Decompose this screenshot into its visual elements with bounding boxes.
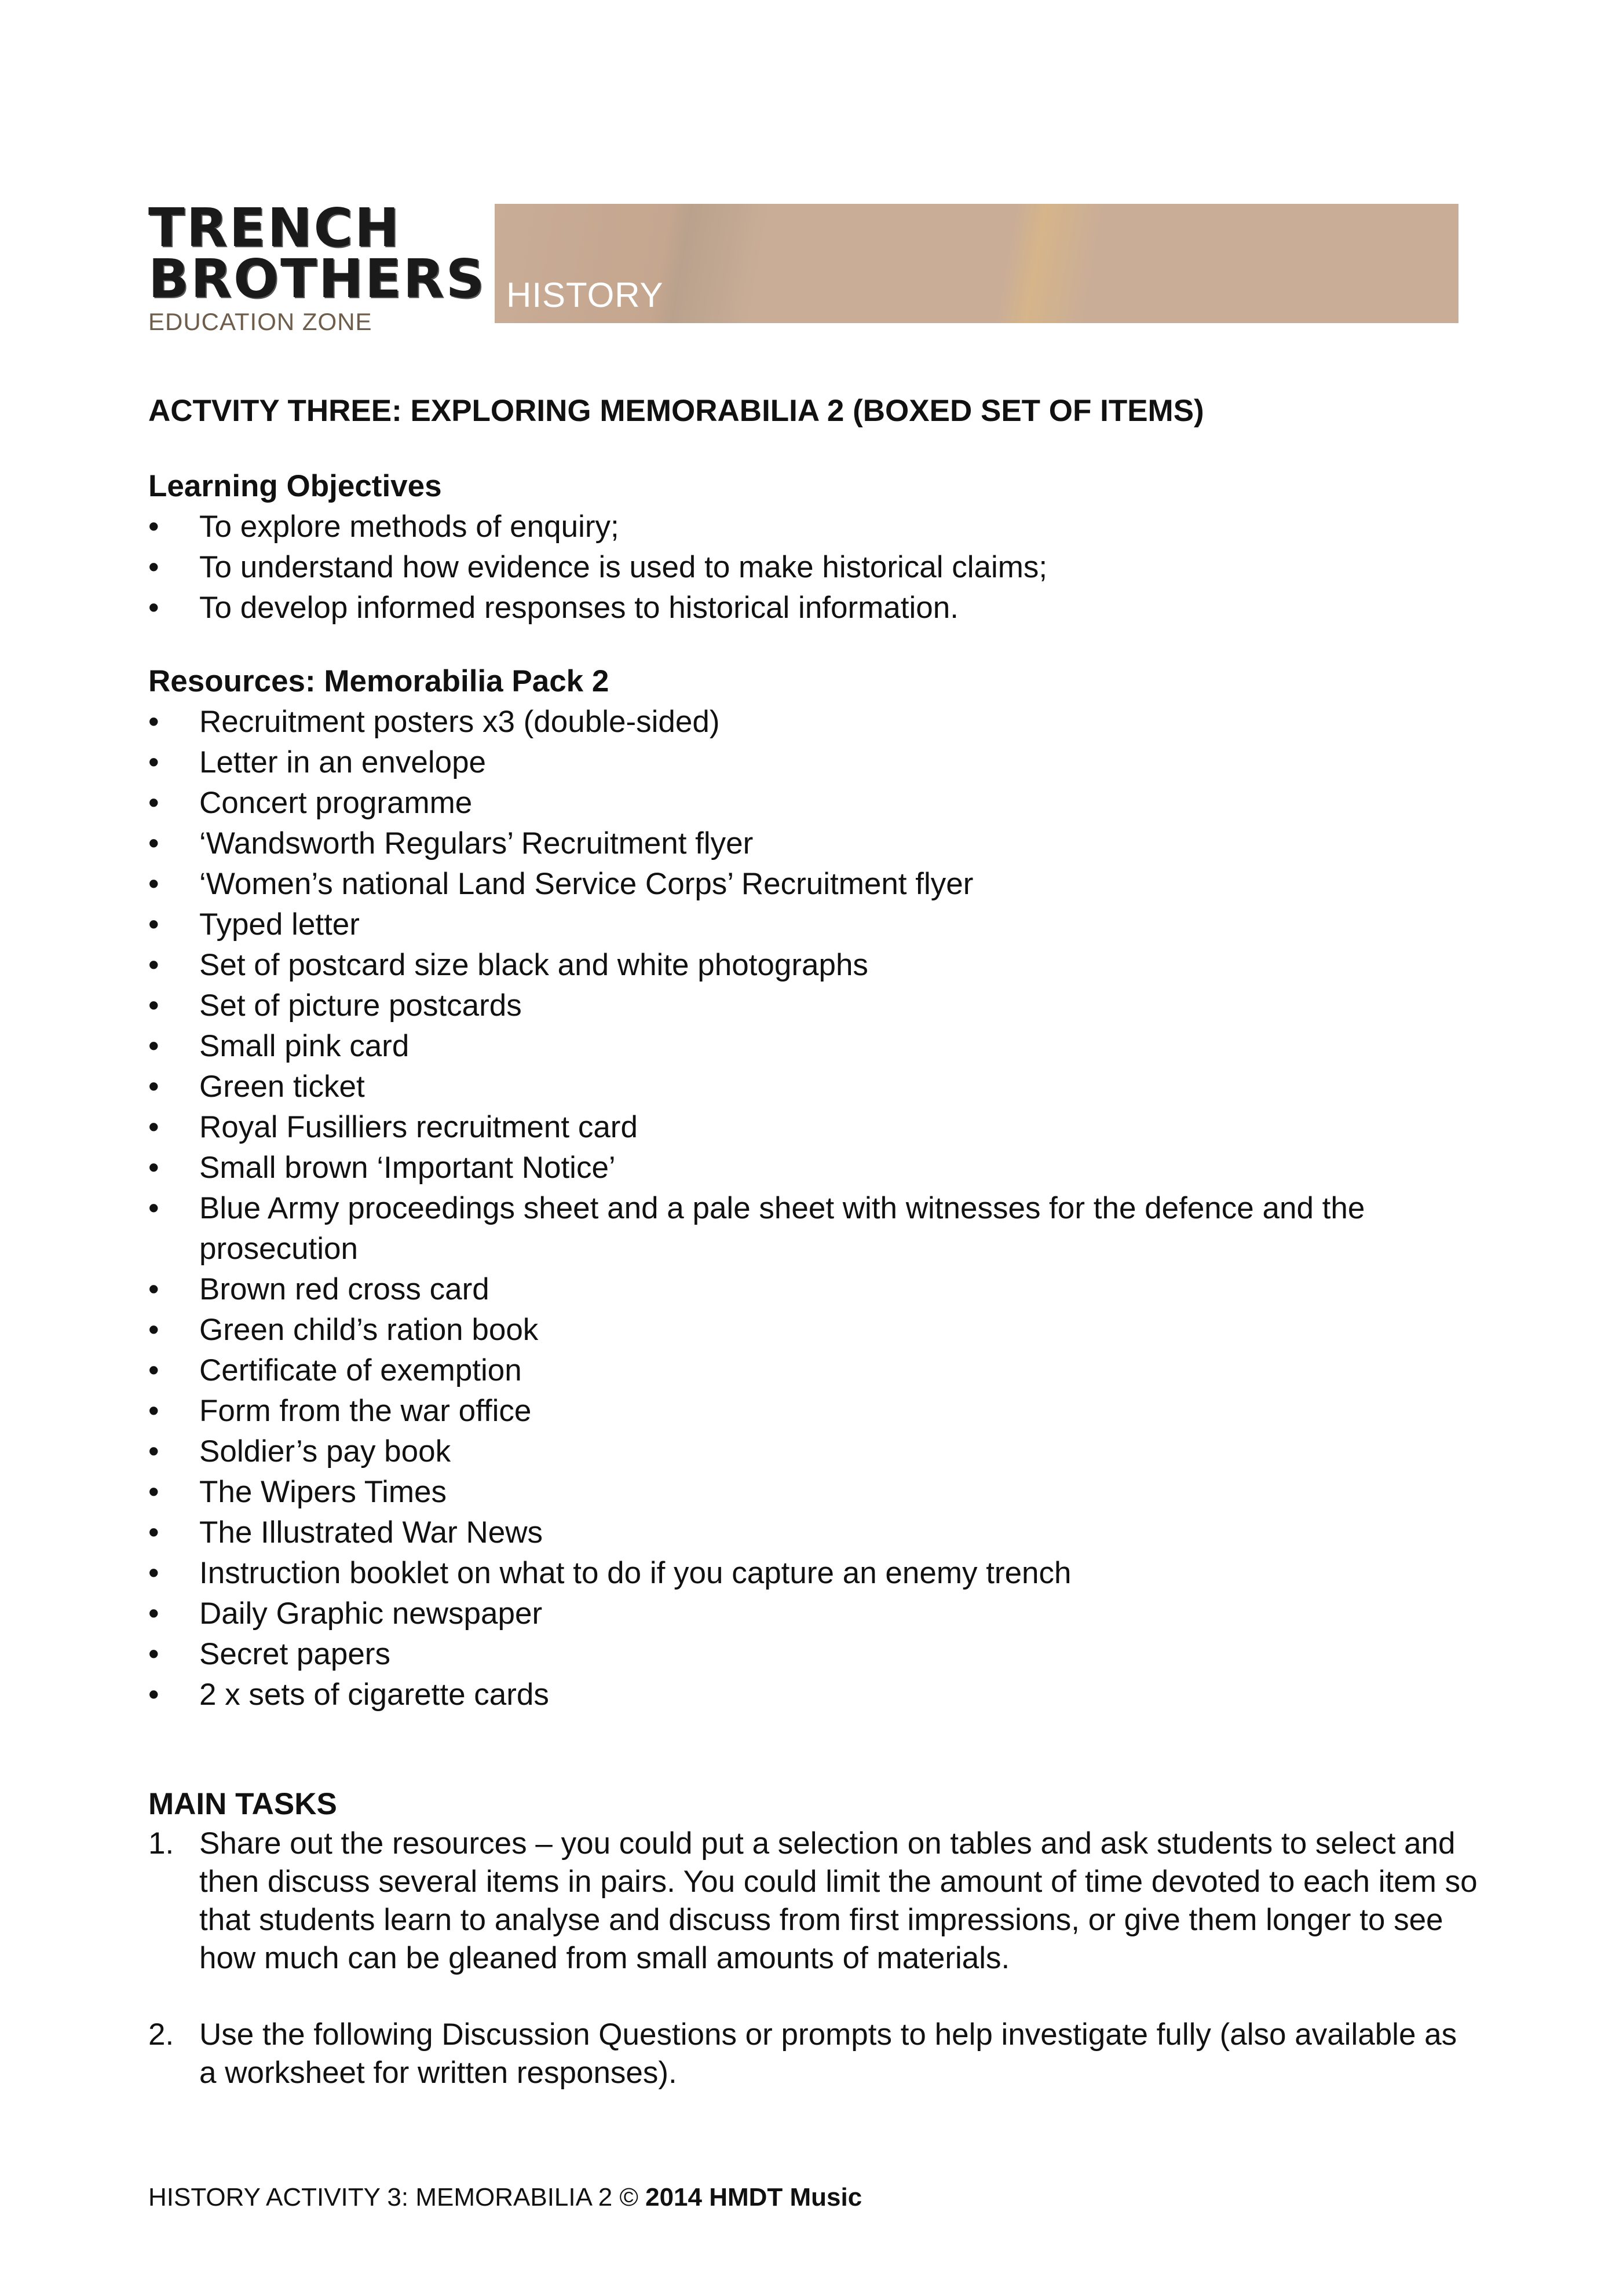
list-item: • Certificate of exemption xyxy=(148,1350,1481,1391)
task-text: Share out the resources – you could put a selection on tables and ask students to select and then discuss several items in pairs. You could limit the amount of time devoted to each item so that students learn to analyse and discuss from first impressions, or give them longer to see how much can be gleaned from small amounts of materials. xyxy=(199,1826,1478,1975)
list-item: • Green child’s ration book xyxy=(148,1310,1481,1350)
list-item: • Recruitment posters x3 (double-sided) xyxy=(148,702,1481,742)
learning-objectives-heading: Learning Objectives xyxy=(148,469,442,503)
list-item: • Letter in an envelope xyxy=(148,742,1481,783)
learning-objectives-list xyxy=(148,507,1481,628)
list-item: • Blue Army proceedings sheet and a pale sheet with witnesses for the defence and the prosecution xyxy=(148,1188,1481,1269)
main-tasks-list xyxy=(148,1825,1481,2092)
page-footer xyxy=(148,2183,862,2212)
main-tasks-heading: MAIN TASKS xyxy=(148,1787,337,1821)
list-item: • Form from the war office xyxy=(148,1391,1481,1431)
resources-list xyxy=(148,702,1481,1715)
list-item: • Brown red cross card xyxy=(148,1269,1481,1310)
list-item: • The Illustrated War News xyxy=(148,1513,1481,1553)
activity-title: ACTVITY THREE: EXPLORING MEMORABILIA 2 (BOXED SET OF ITEMS) xyxy=(148,394,1204,428)
list-item: • Soldier’s pay book xyxy=(148,1431,1481,1472)
document-body xyxy=(148,385,1481,2092)
task-text: Use the following Discussion Questions or prompts to help investigate fully (also available as a worksheet for written responses). xyxy=(199,2017,1457,2090)
list-item: • Typed letter xyxy=(148,905,1481,945)
footer-copyright: 2014 HMDT Music xyxy=(645,2183,862,2211)
list-item: • Instruction booklet on what to do if you capture an enemy trench xyxy=(148,1553,1481,1594)
list-item: • Secret papers xyxy=(148,1634,1481,1675)
list-item: • Small pink card xyxy=(148,1026,1481,1067)
task-number: 1. xyxy=(148,1826,174,1861)
banner-title: HISTORY xyxy=(506,276,664,314)
task-number: 2. xyxy=(148,2017,174,2052)
task-item xyxy=(148,2016,1481,2092)
resources-heading: Resources: Memorabilia Pack 2 xyxy=(148,664,609,698)
task-item xyxy=(148,1825,1481,1978)
list-item: • Daily Graphic newspaper xyxy=(148,1594,1481,1634)
list-item: • To develop informed responses to historical information. xyxy=(148,588,1481,628)
list-item: • Royal Fusilliers recruitment card xyxy=(148,1107,1481,1148)
history-banner xyxy=(495,204,1458,323)
list-item: • To understand how evidence is used to make historical claims; xyxy=(148,547,1481,588)
trench-brothers-logo xyxy=(148,197,486,335)
footer-prefix: HISTORY ACTIVITY 3: MEMORABILIA 2 © xyxy=(148,2183,646,2211)
list-item: • Concert programme xyxy=(148,783,1481,823)
list-item: • To explore methods of enquiry; xyxy=(148,507,1481,547)
list-item: • 2 x sets of cigarette cards xyxy=(148,1675,1481,1715)
list-item: • ‘Women’s national Land Service Corps’ Recruitment flyer xyxy=(148,864,1481,905)
logo-line-1: TRENCH xyxy=(148,197,401,259)
list-item: • The Wipers Times xyxy=(148,1472,1481,1513)
list-item: • Set of picture postcards xyxy=(148,986,1481,1026)
list-item: • Green ticket xyxy=(148,1067,1481,1107)
list-item: • Small brown ‘Important Notice’ xyxy=(148,1148,1481,1188)
list-item: • ‘Wandsworth Regulars’ Recruitment flyer xyxy=(148,823,1481,864)
logo-line-2: BROTHERS xyxy=(148,248,486,310)
logo-subtitle: EDUCATION ZONE xyxy=(148,308,372,335)
list-item: • Set of postcard size black and white photographs xyxy=(148,945,1481,986)
